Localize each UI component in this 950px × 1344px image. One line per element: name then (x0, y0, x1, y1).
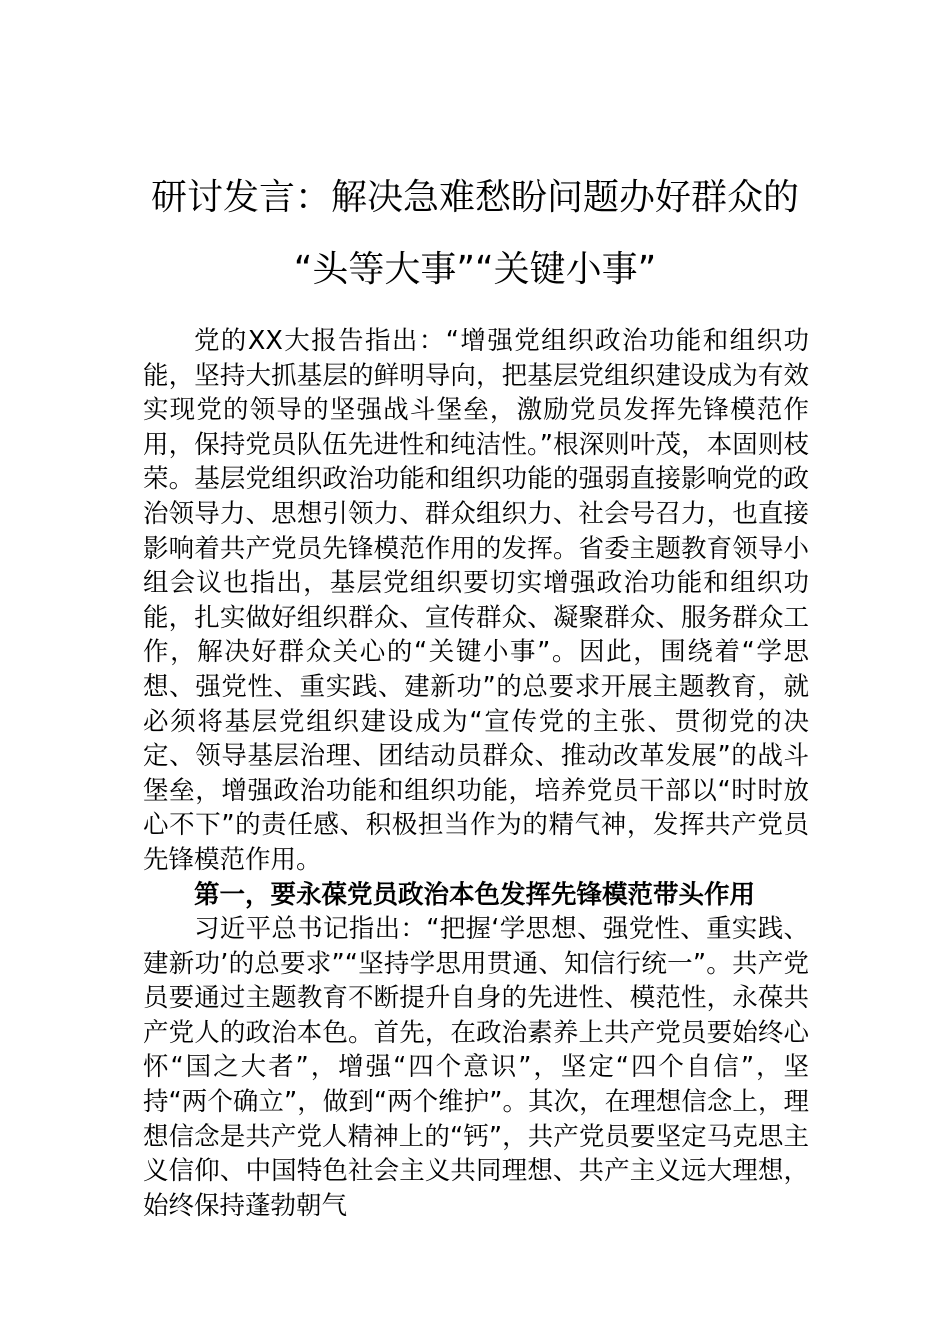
document-body (143, 324, 809, 1223)
section-heading-1: 第一，要永葆党员政治本色发挥先锋模范带头作用 (194, 879, 756, 910)
paragraph-intro: 党的XX大报告指出：“增强党组织政治功能和组织功能，坚持大抓基层的鲜明导向，把基层党组织建设成为有效实现党的领导的坚强战斗堡垒，激励党员发挥先锋模范作用，保持党员队伍先进性和纯洁性。”根深则叶茂，本固则枝荣。基层党组织政治功能和组织功能的强弱直接影响党的政治领导力、思想引领力、群众组织力、社会号召力，也直接影响着共产党员先锋模范作用的发挥。省委主题教育领导小组会议也指出，基层党组织要切实增强政治功能和组织功能，扎实做好组织群众、宣传群众、凝聚群众、服务群众工作，解决好群众关心的“关键小事”。因此，围绕着“学思想、强党性、重实践、建新功”的总要求开展主题教育，就必须将基层党组织建设成为“宣传党的主张、贯彻党的决定、领导基层治理、团结动员群众、推动改革发展”的战斗堡垒，增强政治功能和组织功能，培养党员干部以“时时放心不下”的责任感、积极担当作为的精气神，发挥共产党员先锋模范作用。 (143, 326, 809, 875)
document-title (110, 162, 840, 306)
title-line-2: “头等大事”“关键小事” (293, 249, 657, 290)
title-line-1: 研讨发言：解决急难愁盼问题办好群众的 (150, 177, 799, 218)
paragraph-section-1: 习近平总书记指出：“把握‘学思想、强党性、重实践、建新功’的总要求”“坚持学思用贯通、知信行统一”。共产党员要通过主题教育不断提升自身的先进性、模范性，永葆共产党人的政治本色。首先，在政治素养上共产党员要始终心怀“国之大者”，增强“四个意识”，坚定“四个自信”，坚持“两个确立”，做到“两个维护”。其次，在理想信念上，理想信念是共产党人精神上的“钙”，共产党员要坚定马克思主义信仰、中国特色社会主义共同理想、共产主义远大理想，始终保持蓬勃朝气 (143, 914, 809, 1221)
